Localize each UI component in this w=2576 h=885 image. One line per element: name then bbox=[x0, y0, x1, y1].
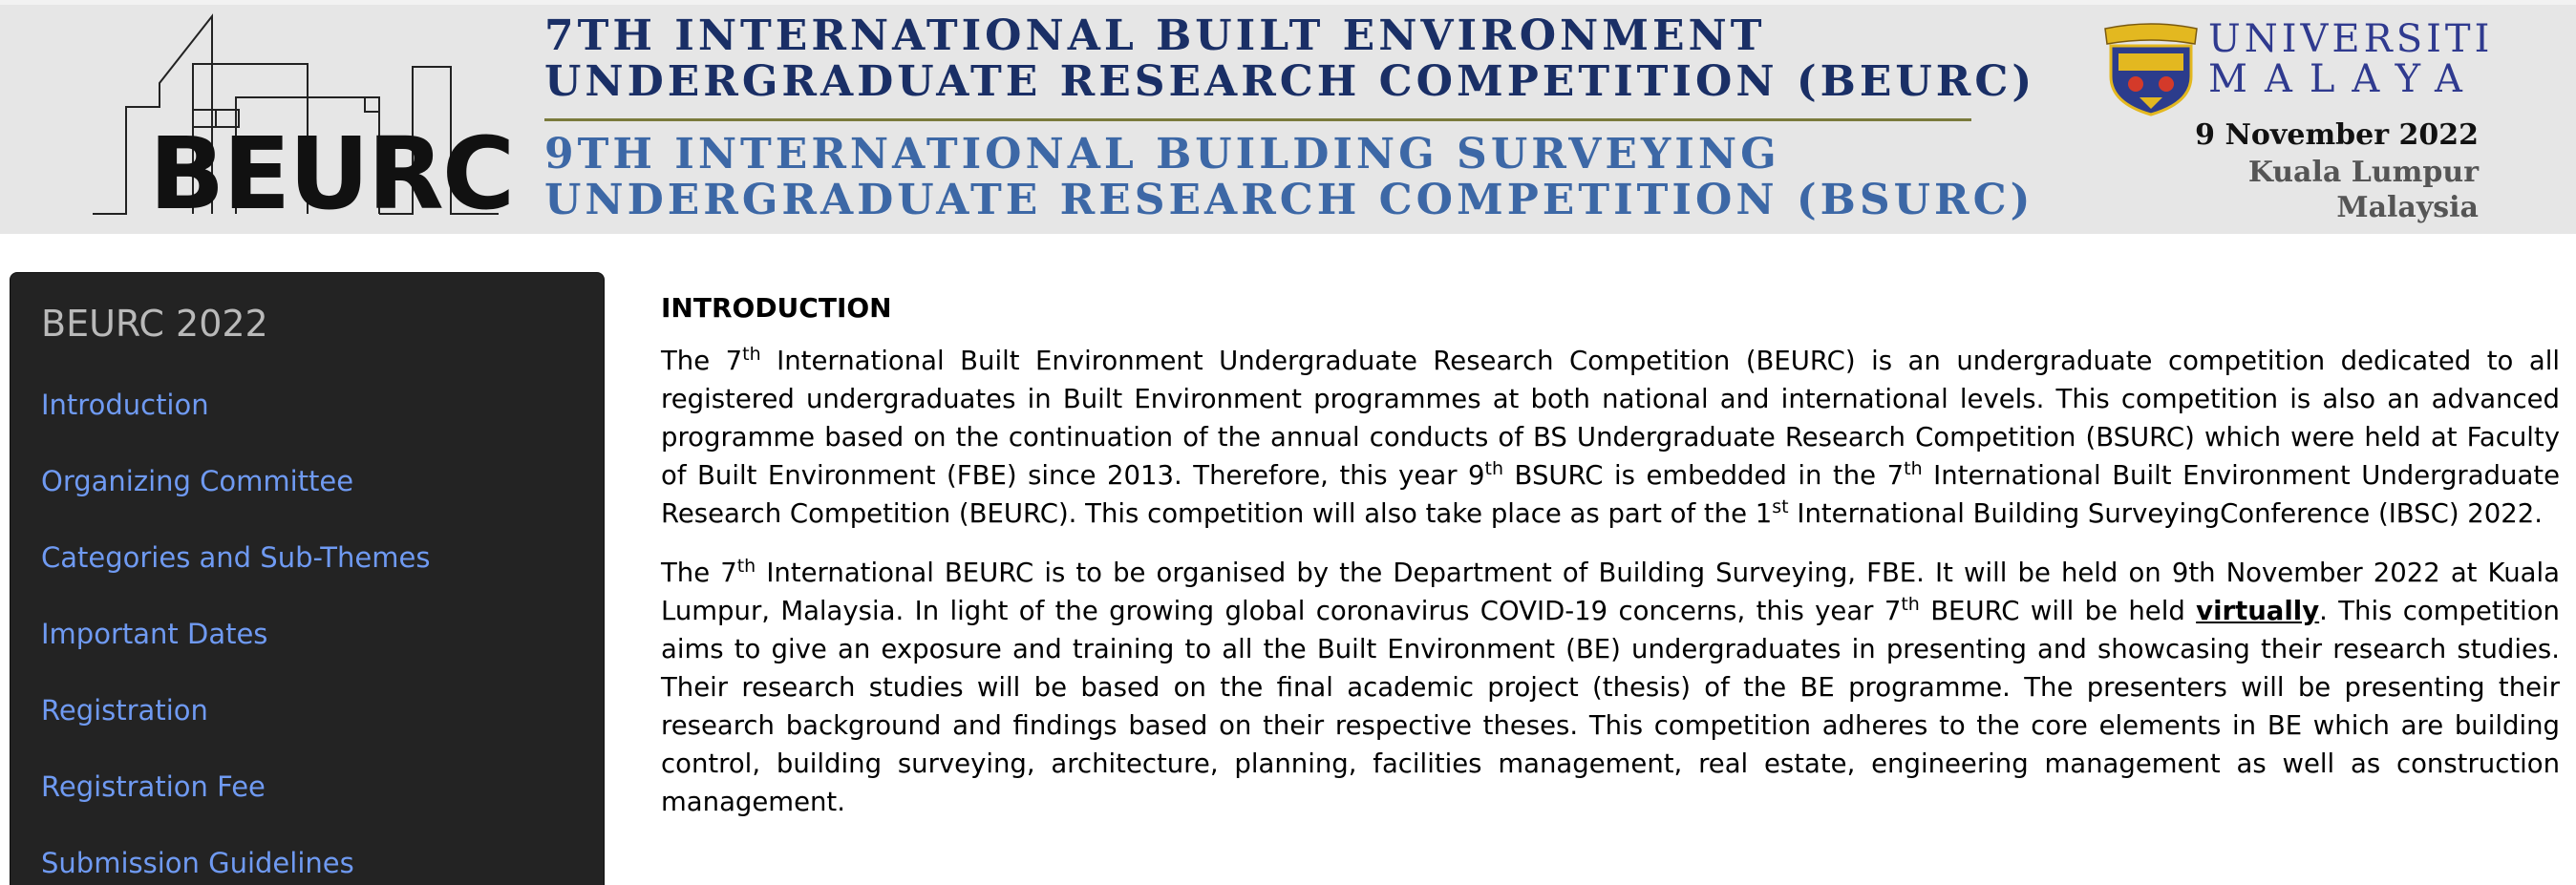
superscript: th bbox=[1901, 593, 1920, 615]
competition-title-beurc bbox=[544, 11, 2036, 106]
sidebar-item-registration[interactable]: Registration bbox=[41, 694, 208, 727]
title-line-1: 7TH INTERNATIONAL BUILT ENVIRONMENT bbox=[544, 11, 1766, 60]
text-span: International Built Environment Undergraduate Research Competition (BEURC) is an undergraduate competition dedicated to all registered undergraduates in Built Environment programmes at both national and international levels. This competition is also an advanced programme based on the continuation of the annual conducts of BS Undergraduate Research Competition (BSURC) which were held at Faculty of Built Environment (FBE) since 2013. Therefore, this year 9 bbox=[661, 346, 2560, 491]
competition-title-bsurc bbox=[544, 130, 2034, 224]
event-location bbox=[2248, 155, 2479, 225]
superscript: th bbox=[742, 343, 761, 365]
text-span: BSURC is embedded in the 7 bbox=[1503, 460, 1905, 491]
text-span: International Building SurveyingConference (IBSC) 2022. bbox=[1788, 498, 2544, 529]
sidebar-item-important-dates[interactable]: Important Dates bbox=[41, 618, 268, 650]
text-span: . This competition aims to give an exposure and training to all the Built Environment (BE) undergraduates in presenting and showcasing their research studies. Their research studies will be based on the final academic project (thesis) of the BE programme. The presenters will be presenting their research background and findings based on their respective theses. This competition adheres to the core elements in BE which are building control, building surveying, architecture, planning, facilities management, real estate, engineering management as well as construction management. bbox=[661, 596, 2560, 817]
text-span: BEURC will be held bbox=[1919, 596, 2197, 626]
event-country: Malaysia bbox=[2336, 191, 2479, 224]
event-date: 9 November 2022 bbox=[2195, 118, 2479, 152]
sidebar-item-registration-fee[interactable]: Registration Fee bbox=[41, 770, 266, 803]
university-name bbox=[2208, 19, 2493, 99]
title-line-3: 9TH INTERNATIONAL BUILDING SURVEYING bbox=[544, 130, 1780, 179]
intro-paragraph-1 bbox=[661, 342, 2560, 533]
sidebar-title: BEURC 2022 bbox=[41, 303, 268, 345]
superscript: th bbox=[1904, 457, 1923, 479]
banner-top-strip bbox=[0, 0, 2576, 5]
text-span: The 7 bbox=[661, 346, 743, 376]
university-line-1: UNIVERSITI bbox=[2208, 17, 2494, 61]
title-line-2: UNDERGRADUATE RESEARCH COMPETITION (BEURC) bbox=[544, 57, 2036, 106]
logo-text: BEURC bbox=[149, 116, 514, 232]
event-city: Kuala Lumpur bbox=[2247, 156, 2479, 189]
page-title: INTRODUCTION bbox=[661, 292, 892, 324]
title-divider bbox=[544, 118, 1971, 121]
title-line-4: UNDERGRADUATE RESEARCH COMPETITION (BSURC) bbox=[544, 176, 2034, 224]
text-span: International BEURC is to be organised by the Department of Building Surveying, FBE. It will be held on 9th November 2022 at Kuala Lumpur, Malaysia. In light of the growing global coronavirus COVID-19 concerns, this year 7 bbox=[661, 558, 2560, 626]
sidebar-item-introduction[interactable]: Introduction bbox=[41, 389, 209, 421]
header-banner bbox=[0, 0, 2576, 234]
text-span: International Built Environment Undergraduate Research Competition (BEURC). This competition will also take place as part of the 1 bbox=[661, 460, 2560, 529]
sidebar-item-submission-guidelines[interactable]: Submission Guidelines bbox=[41, 847, 354, 879]
superscript: st bbox=[1772, 495, 1789, 517]
sidebar-nav bbox=[10, 272, 605, 885]
superscript: th bbox=[736, 555, 756, 577]
text-span: The 7 bbox=[661, 558, 737, 588]
beurc-logo[interactable] bbox=[88, 11, 514, 232]
sidebar-item-categories[interactable]: Categories and Sub-Themes bbox=[41, 541, 431, 574]
intro-paragraph-2 bbox=[661, 554, 2560, 821]
superscript: th bbox=[1484, 457, 1504, 479]
emphasis-virtually: virtually bbox=[2196, 596, 2320, 626]
university-crest-icon bbox=[2101, 23, 2201, 116]
sidebar-menu bbox=[41, 386, 430, 885]
university-line-2: MALAYA bbox=[2208, 57, 2480, 101]
sidebar-item-organizing-committee[interactable]: Organizing Committee bbox=[41, 465, 354, 497]
main-content bbox=[661, 288, 2560, 842]
